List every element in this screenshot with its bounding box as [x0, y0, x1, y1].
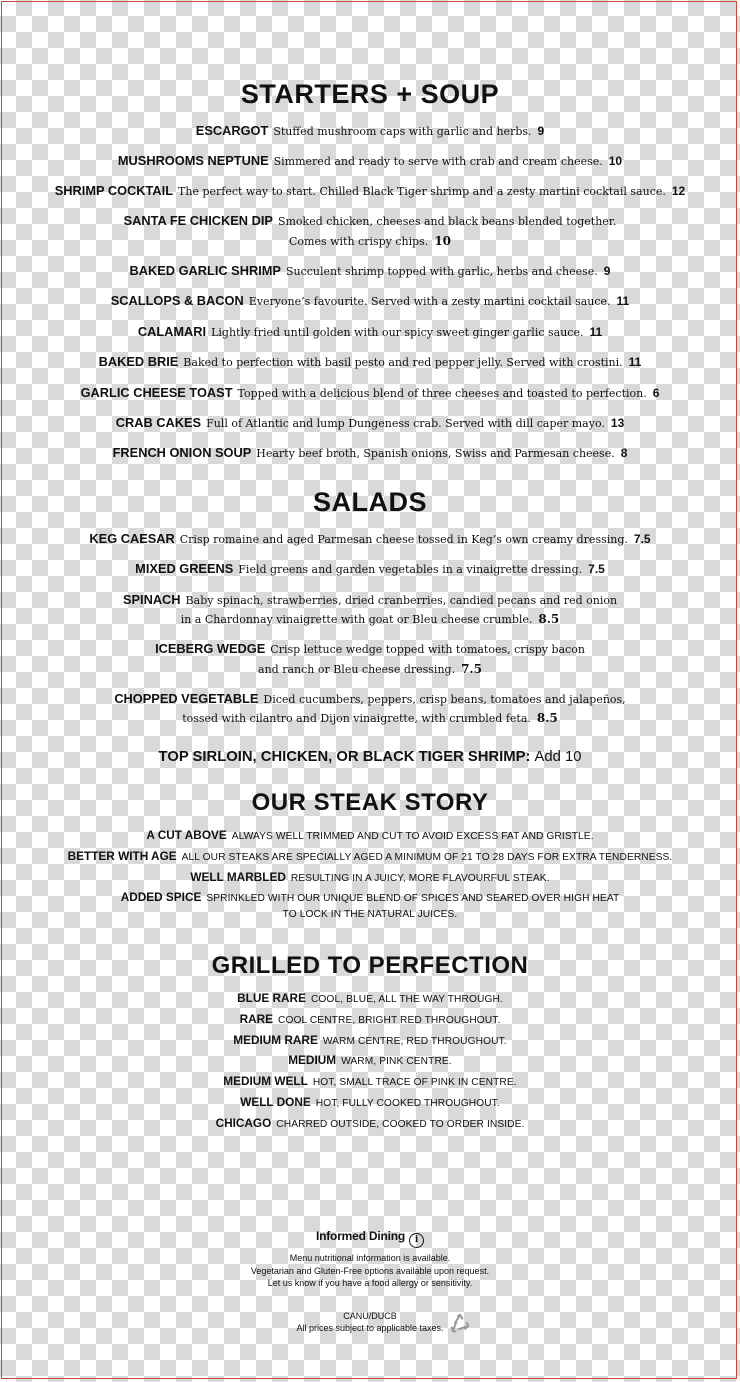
- item-description: Smoked chicken, cheeses and black beans blended together.: [277, 215, 617, 228]
- doneness-item: [0, 1072, 740, 1092]
- menu-item-continued: [0, 610, 740, 629]
- item-price: 8: [620, 446, 628, 460]
- item-description-2: Comes with crispy chips.: [288, 235, 429, 248]
- section-title-starters: STARTERS + SOUP: [240, 79, 500, 109]
- item-description: Diced cucumbers, peppers, crisp beans, tomatoes and jalapeños,: [263, 693, 626, 706]
- item-description-2: tossed with cilantro and Dijon vinaigrette, with crumbled feta.: [182, 712, 531, 725]
- item-price: 13: [610, 416, 625, 430]
- item-description: The perfect way to start. Chilled Black Tiger shrimp and a zesty martini cocktail sauce.: [178, 185, 666, 198]
- item-description: Baby spinach, strawberries, dried cranberries, candied pecans and red onion: [185, 594, 618, 607]
- item-price: 11: [628, 355, 642, 369]
- item-price: 7.5: [461, 662, 482, 676]
- item-name: FRENCH ONION SOUP: [112, 445, 252, 460]
- logo-text: Informed Dining: [316, 1229, 405, 1243]
- doneness-item: [0, 989, 740, 1009]
- item-description: Baked to perfection with basil pesto and red pepper jelly. Served with crostini.: [183, 356, 623, 369]
- item-description: Field greens and garden vegetables in a vinaigrette dressing.: [238, 563, 583, 576]
- item-price: 12: [671, 184, 686, 198]
- item-description: WARM, PINK CENTRE.: [341, 1056, 452, 1067]
- item-price: 10: [608, 154, 623, 168]
- item-price: 6: [652, 386, 660, 400]
- informed-dining-logo: [0, 1229, 740, 1248]
- item-description: Full of Atlantic and lump Dungeness crab. Served with dill caper mayo.: [206, 417, 605, 430]
- footer-line: Let us know if you have a food allergy or sensitivity.: [267, 1278, 473, 1288]
- item-price: 11: [589, 325, 603, 339]
- doneness-item: [0, 1093, 740, 1113]
- item-description: COOL CENTRE, BRIGHT RED THROUGHOUT.: [278, 1015, 501, 1026]
- item-name: ESCARGOT: [195, 123, 269, 138]
- menu-item-continued: [0, 232, 740, 251]
- item-name: MEDIUM: [288, 1053, 337, 1067]
- menu-item: [0, 560, 740, 579]
- item-name: WELL DONE: [240, 1095, 311, 1109]
- item-description-2: and ranch or Bleu cheese dressing.: [258, 663, 456, 676]
- salad-addon: [0, 749, 740, 765]
- item-price: 9: [537, 124, 545, 138]
- item-description: Crisp romaine and aged Parmesan cheese tossed in Keg’s own creamy dressing.: [179, 533, 628, 546]
- steak-story-item: [0, 869, 740, 887]
- item-description: CHARRED OUTSIDE, COOKED TO ORDER INSIDE.: [276, 1119, 525, 1130]
- section-title-salads: SALADS: [312, 487, 427, 517]
- steak-story-item: [0, 848, 740, 866]
- menu-item: [0, 690, 740, 709]
- recycle-icon: [449, 1313, 471, 1335]
- item-description: Simmered and ready to serve with crab and cream cheese.: [273, 155, 603, 168]
- item-name: MEDIUM WELL: [223, 1074, 308, 1088]
- menu-item: [0, 212, 740, 231]
- item-description: HOT, FULLY COOKED THROUGHOUT.: [315, 1098, 500, 1109]
- item-price: 8.5: [536, 711, 558, 725]
- menu-item-continued: [0, 660, 740, 679]
- footer-line: Menu nutritional information is available.: [289, 1253, 451, 1263]
- addon-price: Add 10: [534, 749, 582, 765]
- item-description: RESULTING IN A JUICY, MORE FLAVOURFUL STEAK.: [290, 873, 550, 884]
- item-description: Topped with a delicious blend of three cheeses and toasted to perfection.: [237, 387, 647, 400]
- item-name: SCALLOPS & BACON: [110, 293, 244, 308]
- item-name: CALAMARI: [137, 324, 207, 339]
- tax-note: All prices subject to applicable taxes.: [296, 1323, 444, 1333]
- item-name: BETTER WITH AGE: [67, 849, 177, 863]
- menu-item: [0, 292, 740, 311]
- menu-item: [0, 444, 740, 463]
- item-price: 9: [603, 264, 611, 278]
- item-name: A CUT ABOVE: [146, 828, 227, 842]
- item-price: 7.5: [633, 532, 651, 546]
- item-description: ALWAYS WELL TRIMMED AND CUT TO AVOID EXCESS FAT AND GRISTLE.: [231, 831, 594, 842]
- footer-line: Vegetarian and Gluten-Free options available upon request.: [250, 1266, 490, 1276]
- item-description-2: TO LOCK IN THE NATURAL JUICES.: [282, 909, 458, 920]
- item-name: CRAB CAKES: [115, 415, 202, 430]
- item-name: RARE: [239, 1012, 274, 1026]
- addon-label: TOP SIRLOIN, CHICKEN, OR BLACK TIGER SHRIMP:: [158, 749, 531, 765]
- item-price: 10: [434, 234, 452, 248]
- item-name: SANTA FE CHICKEN DIP: [123, 213, 273, 228]
- item-price: 11: [616, 294, 630, 308]
- menu-item-continued: [0, 709, 740, 728]
- menu-code: CANU/DUCB: [343, 1311, 397, 1321]
- item-name: MUSHROOMS NEPTUNE: [117, 153, 269, 168]
- menu-item: [0, 384, 740, 403]
- item-name: SHRIMP COCKTAIL: [54, 183, 174, 198]
- menu-item: [0, 122, 740, 141]
- item-description: HOT, SMALL TRACE OF PINK IN CENTRE.: [312, 1077, 517, 1088]
- menu-item: [0, 262, 740, 281]
- item-name: BAKED BRIE: [98, 354, 179, 369]
- menu-item: [0, 353, 740, 372]
- item-description: Everyone’s favourite. Served with a zesty martini cocktail sauce.: [248, 295, 611, 308]
- item-name: SPINACH: [122, 592, 181, 607]
- item-price: 8.5: [538, 612, 560, 626]
- item-description: ALL OUR STEAKS ARE SPECIALLY AGED A MINIMUM OF 21 TO 28 DAYS FOR EXTRA TENDERNESS.: [181, 852, 673, 863]
- item-name: MIXED GREENS: [135, 561, 234, 576]
- item-description-2: in a Chardonnay vinaigrette with goat or Bleu cheese crumble.: [180, 613, 533, 626]
- menu-item: [0, 591, 740, 610]
- menu-item: [0, 530, 740, 549]
- item-description: Succulent shrimp topped with garlic, herbs and cheese.: [285, 265, 598, 278]
- item-description: Lightly fried until golden with our spicy sweet ginger garlic sauce.: [211, 326, 584, 339]
- item-name: CHICAGO: [215, 1116, 272, 1130]
- section-title-steak-story: OUR STEAK STORY: [251, 789, 489, 816]
- menu-item: [0, 152, 740, 171]
- item-name: ADDED SPICE: [120, 890, 202, 904]
- section-title-grilled: GRILLED TO PERFECTION: [211, 952, 529, 979]
- item-name: MEDIUM RARE: [233, 1033, 318, 1047]
- item-name: ICEBERG WEDGE: [155, 641, 266, 656]
- item-name: GARLIC CHEESE TOAST: [80, 385, 233, 400]
- item-name: BLUE RARE: [237, 991, 306, 1005]
- menu-item: [0, 414, 740, 433]
- item-name: BAKED GARLIC SHRIMP: [129, 263, 281, 278]
- item-description: Hearty beef broth, Spanish onions, Swiss and Parmesan cheese.: [256, 447, 615, 460]
- doneness-item: [0, 1051, 740, 1071]
- menu-item: [0, 640, 740, 659]
- steak-story-item-continued: [0, 905, 740, 923]
- info-icon: i: [409, 1233, 424, 1248]
- menu-item: [0, 323, 740, 342]
- doneness-item: [0, 1010, 740, 1030]
- item-name: WELL MARBLED: [190, 870, 286, 884]
- doneness-item: [0, 1031, 740, 1051]
- item-price: 7.5: [588, 562, 605, 576]
- menu-item: [0, 182, 740, 201]
- item-name: KEG CAESAR: [89, 531, 175, 546]
- item-description: SPRINKLED WITH OUR UNIQUE BLEND OF SPICES AND SEARED OVER HIGH HEAT: [206, 893, 620, 904]
- item-description: Stuffed mushroom caps with garlic and herbs.: [273, 125, 532, 138]
- doneness-item: [0, 1114, 740, 1134]
- item-description: COOL, BLUE, ALL THE WAY THROUGH.: [310, 994, 503, 1005]
- item-name: CHOPPED VEGETABLE: [114, 691, 259, 706]
- item-description: Crisp lettuce wedge topped with tomatoes, crispy bacon: [270, 643, 585, 656]
- steak-story-item: [0, 827, 740, 845]
- item-description: WARM CENTRE, RED THROUGHOUT.: [322, 1036, 507, 1047]
